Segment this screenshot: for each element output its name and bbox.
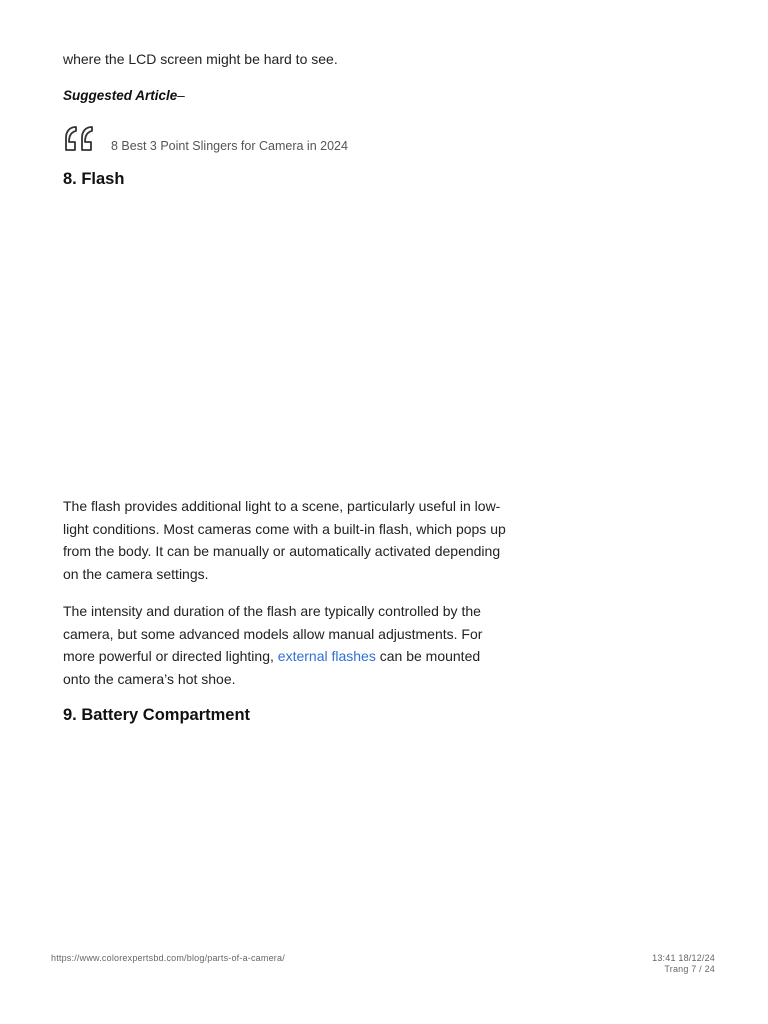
footer-meta (652, 953, 715, 975)
external-flashes-link[interactable]: external flashes (277, 648, 376, 664)
image-placeholder (63, 200, 513, 480)
flash-paragraph-2-text-after: can be mounted onto the camera’s hot shoe. (63, 648, 481, 687)
flash-paragraph-1: The flash provides additional light to a scene, particularly useful in low-light conditions. Most cameras come with a built-in flash, which pops up from the body. It can be manually or automatically activated depending on the camera settings. (63, 498, 506, 582)
suggested-article-dash: – (177, 88, 185, 103)
footer-page-indicator: Trang 7 / 24 (664, 964, 715, 974)
flash-paragraph-2-text-before: The intensity and duration of the flash are typically controlled by the camera, but some advanced models allow manual adjustments. For more powerful or directed lighting, (63, 603, 483, 664)
flash-paragraph-2 (63, 600, 508, 690)
section-heading-flash: 8. Flash (63, 170, 125, 188)
section-heading-battery-compartment: 9. Battery Compartment (63, 706, 251, 724)
suggested-article-quote (63, 124, 503, 160)
suggested-article-link[interactable]: 8 Best 3 Point Slingers for Camera in 2024 (111, 139, 348, 153)
suggested-article-text: Suggested Article (63, 88, 178, 103)
footer-datetime: 13:41 18/12/24 (652, 953, 715, 963)
quote-mark-icon (63, 124, 95, 159)
suggested-article-label (63, 88, 185, 103)
footer-page-url: https://www.colorexpertsbd.com/blog/parts-of-a-camera/ (51, 953, 285, 963)
intro-paragraph: where the LCD screen might be hard to see. (63, 51, 338, 67)
